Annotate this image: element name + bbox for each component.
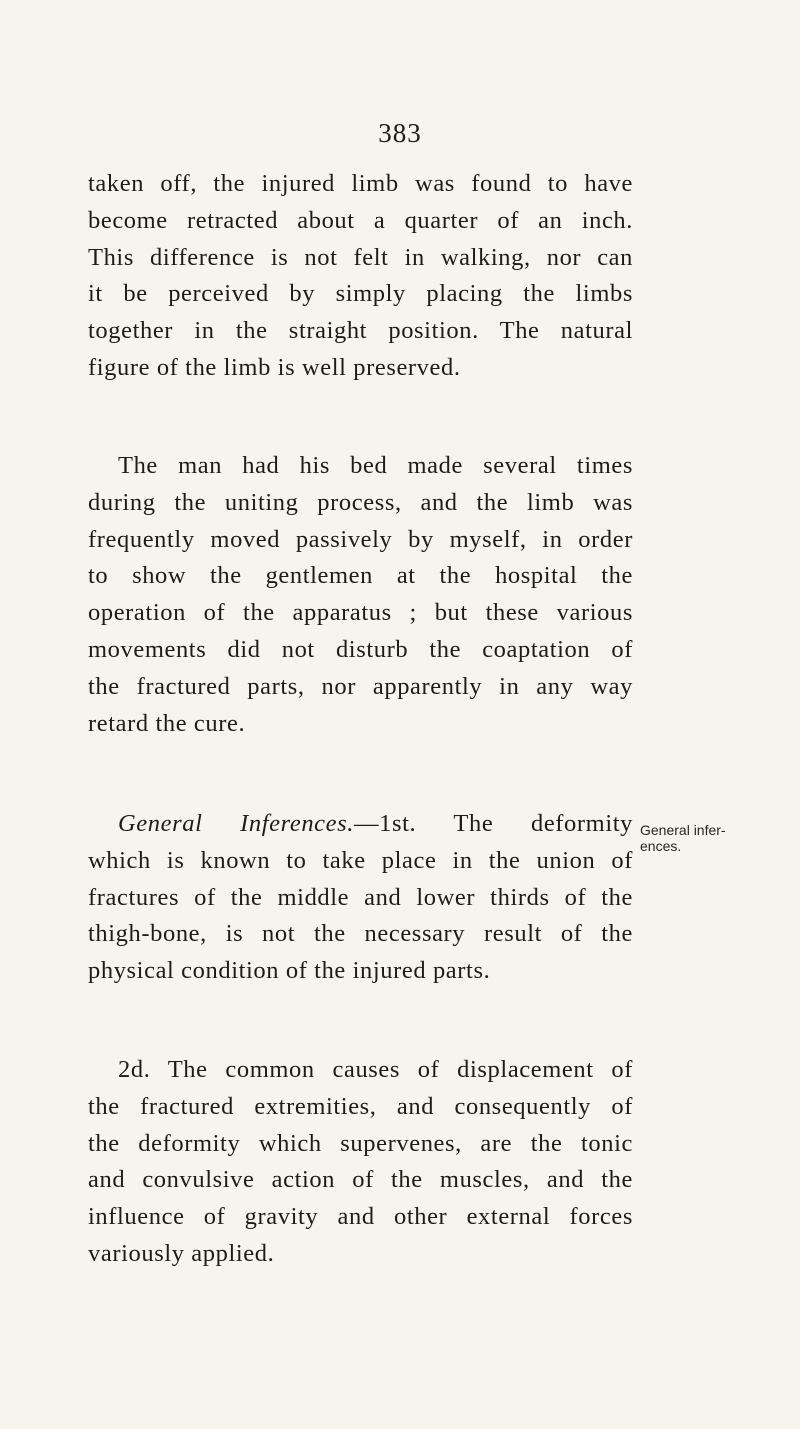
margin-note-line: General infer- — [640, 822, 726, 838]
text-line: it be perceived by simply placing the limbs — [88, 280, 633, 308]
text-line: the deformity which supervenes, are the tonic — [88, 1129, 633, 1157]
first-line-rest: —1st. The deformity — [354, 810, 633, 837]
paragraph-causes-of-displacement — [88, 1052, 633, 1273]
text-line: variously applied. — [88, 1239, 275, 1267]
text-line: operation of the apparatus ; but these various — [88, 599, 633, 627]
text-line: the fractured parts, nor apparently in any way — [88, 672, 633, 700]
text-line: fractures of the middle and lower thirds of the — [88, 883, 633, 911]
text-line — [88, 806, 633, 843]
paragraph-limb-retraction — [88, 166, 633, 387]
text-line: physical condition of the injured parts. — [88, 957, 491, 985]
text-line: thigh-bone, is not the necessary result of the — [88, 920, 633, 948]
text-line: become retracted about a quarter of an inch. — [88, 206, 633, 234]
page-number: 383 — [378, 118, 422, 148]
margin-note — [640, 822, 790, 854]
paragraph-bed-movement — [88, 448, 633, 742]
text-line: The man had his bed made several times — [118, 452, 633, 479]
text-line: together in the straight position. The natural — [88, 317, 633, 345]
text-line: frequently moved passively by myself, in order — [88, 525, 633, 553]
section-heading: General Inferences. — [118, 810, 354, 837]
margin-note-line: ences. — [640, 838, 682, 854]
text-line: and convulsive action of the muscles, and the — [88, 1166, 633, 1194]
text-line: figure of the limb is well preserved. — [88, 353, 461, 381]
text-line: This difference is not felt in walking, nor can — [88, 243, 633, 271]
text-line: to show the gentlemen at the hospital the — [88, 562, 633, 590]
text-line: taken off, the injured limb was found to have — [88, 170, 633, 197]
text-line: movements did not disturb the coaptation of — [88, 635, 633, 663]
text-line: the fractured extremities, and consequently of — [88, 1092, 633, 1120]
text-line: retard the cure. — [88, 709, 246, 737]
text-line: influence of gravity and other external forces — [88, 1203, 633, 1231]
text-line: which is known to take place in the union of — [88, 846, 633, 874]
paragraph-general-inferences — [88, 806, 633, 990]
text-line: 2d. The common causes of displacement of — [118, 1056, 633, 1083]
text-line: during the uniting process, and the limb was — [88, 488, 633, 516]
